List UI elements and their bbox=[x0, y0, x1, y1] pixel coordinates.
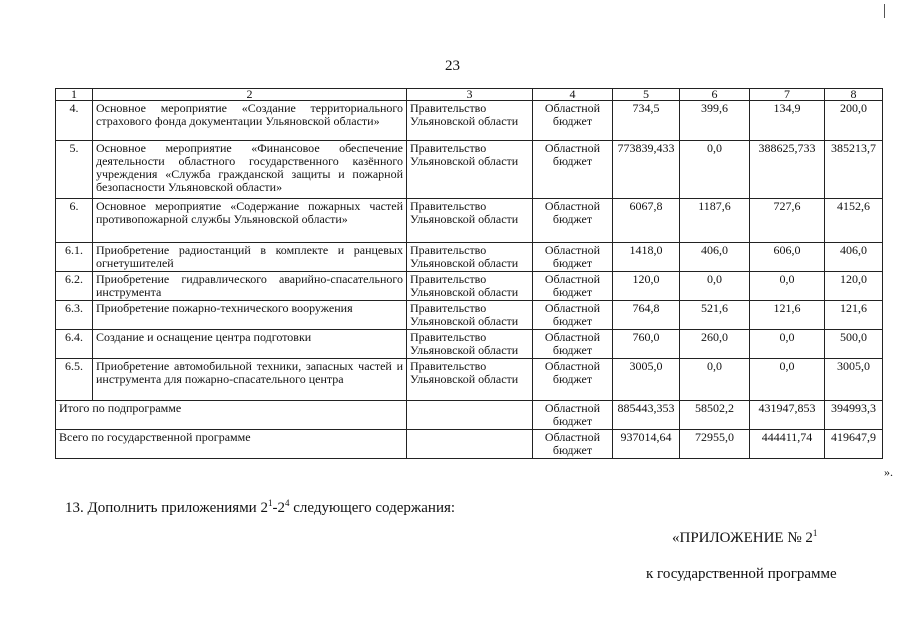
activity-name: Основное мероприятие «Создание территориального страхового фонда документации Ульяновской области» bbox=[93, 101, 407, 141]
amount-col-7: 431947,853 bbox=[750, 401, 825, 430]
amount-col-6: 0,0 bbox=[680, 141, 750, 199]
appendix-title-sup: 1 bbox=[812, 528, 818, 538]
amount-col-8: 120,0 bbox=[825, 272, 883, 301]
funding-source: Областной бюджет bbox=[533, 141, 613, 199]
closing-quote-mark: ». bbox=[884, 465, 893, 479]
amount-col-6: 0,0 bbox=[680, 359, 750, 401]
amount-col-7: 388625,733 bbox=[750, 141, 825, 199]
activity-name: Основное мероприятие «Финансовое обеспечение деятельности областного государственного казённого учреждения «Служба гражданской защиты и пожарной безопасности Ульяновской области» bbox=[93, 141, 407, 199]
activity-name: Приобретение автомобильной техники, запасных частей и инструмента для пожарно-спасательного центра bbox=[93, 359, 407, 401]
amount-col-7: 727,6 bbox=[750, 199, 825, 243]
executor: Правительство Ульяновской области bbox=[407, 272, 533, 301]
funding-source: Областной бюджет bbox=[533, 272, 613, 301]
instruction-after: следующего содержания: bbox=[289, 500, 456, 516]
funding-source: Областной бюджет bbox=[533, 359, 613, 401]
instruction-before: 13. Дополнить приложениями 2 bbox=[65, 500, 268, 516]
amount-col-7: 0,0 bbox=[750, 359, 825, 401]
executor: Правительство Ульяновской области bbox=[407, 101, 533, 141]
total-label: Итого по подпрограмме bbox=[56, 401, 407, 430]
row-number: 5. bbox=[56, 141, 93, 199]
funding-source: Областной бюджет bbox=[533, 330, 613, 359]
empty-cell bbox=[407, 401, 533, 430]
amount-col-5: 885443,353 bbox=[613, 401, 680, 430]
amount-col-5: 773839,433 bbox=[613, 141, 680, 199]
amount-col-8: 406,0 bbox=[825, 243, 883, 272]
total-row bbox=[56, 430, 883, 459]
instruction-sup-2: 4 bbox=[284, 498, 290, 508]
amount-col-8: 121,6 bbox=[825, 301, 883, 330]
amount-col-8: 385213,7 bbox=[825, 141, 883, 199]
amount-col-6: 260,0 bbox=[680, 330, 750, 359]
funding-source: Областной бюджет bbox=[533, 401, 613, 430]
amount-col-6: 58502,2 bbox=[680, 401, 750, 430]
corner-mark bbox=[884, 4, 885, 18]
amount-col-8: 200,0 bbox=[825, 101, 883, 141]
amount-col-7: 0,0 bbox=[750, 272, 825, 301]
amount-col-7: 134,9 bbox=[750, 101, 825, 141]
amount-col-8: 4152,6 bbox=[825, 199, 883, 243]
page-number: 23 bbox=[445, 58, 460, 74]
header-cell: 8 bbox=[825, 89, 883, 101]
amount-col-6: 406,0 bbox=[680, 243, 750, 272]
appendix-subtitle: к государственной программе bbox=[646, 566, 837, 582]
table-header-row bbox=[56, 89, 883, 101]
amount-col-7: 121,6 bbox=[750, 301, 825, 330]
executor: Правительство Ульяновской области bbox=[407, 243, 533, 272]
activity-name: Приобретение пожарно-технического вооружения bbox=[93, 301, 407, 330]
activity-name: Основное мероприятие «Содержание пожарных частей противопожарной службы Ульяновской области» bbox=[93, 199, 407, 243]
total-row bbox=[56, 401, 883, 430]
row-number: 6.3. bbox=[56, 301, 93, 330]
table-row bbox=[56, 243, 883, 272]
amount-col-8: 500,0 bbox=[825, 330, 883, 359]
amount-col-6: 0,0 bbox=[680, 272, 750, 301]
funding-source: Областной бюджет bbox=[533, 430, 613, 459]
activity-name: Создание и оснащение центра подготовки bbox=[93, 330, 407, 359]
amount-col-5: 120,0 bbox=[613, 272, 680, 301]
activity-name: Приобретение радиостанций в комплекте и ранцевых огнетушителей bbox=[93, 243, 407, 272]
instruction-text bbox=[65, 500, 455, 517]
budget-table bbox=[55, 88, 883, 459]
funding-source: Областной бюджет bbox=[533, 301, 613, 330]
row-number: 6.4. bbox=[56, 330, 93, 359]
header-cell: 2 bbox=[93, 89, 407, 101]
amount-col-5: 734,5 bbox=[613, 101, 680, 141]
amount-col-6: 1187,6 bbox=[680, 199, 750, 243]
table-row bbox=[56, 199, 883, 243]
instruction-dash: -2 bbox=[272, 500, 285, 516]
instruction-sup-1: 1 bbox=[267, 498, 273, 508]
table-row bbox=[56, 272, 883, 301]
executor: Правительство Ульяновской области bbox=[407, 301, 533, 330]
header-cell: 4 bbox=[533, 89, 613, 101]
header-cell: 3 bbox=[407, 89, 533, 101]
amount-col-8: 394993,3 bbox=[825, 401, 883, 430]
executor: Правительство Ульяновской области bbox=[407, 141, 533, 199]
executor: Правительство Ульяновской области bbox=[407, 330, 533, 359]
amount-col-7: 606,0 bbox=[750, 243, 825, 272]
row-number: 6.1. bbox=[56, 243, 93, 272]
amount-col-7: 0,0 bbox=[750, 330, 825, 359]
amount-col-8: 419647,9 bbox=[825, 430, 883, 459]
funding-source: Областной бюджет bbox=[533, 101, 613, 141]
header-cell: 5 bbox=[613, 89, 680, 101]
funding-source: Областной бюджет bbox=[533, 243, 613, 272]
executor: Правительство Ульяновской области bbox=[407, 359, 533, 401]
amount-col-5: 760,0 bbox=[613, 330, 680, 359]
table-row bbox=[56, 359, 883, 401]
amount-col-5: 3005,0 bbox=[613, 359, 680, 401]
table-row bbox=[56, 330, 883, 359]
amount-col-5: 937014,64 bbox=[613, 430, 680, 459]
appendix-title bbox=[672, 530, 817, 547]
amount-col-5: 6067,8 bbox=[613, 199, 680, 243]
amount-col-5: 764,8 bbox=[613, 301, 680, 330]
row-number: 6. bbox=[56, 199, 93, 243]
amount-col-6: 521,6 bbox=[680, 301, 750, 330]
executor: Правительство Ульяновской области bbox=[407, 199, 533, 243]
table-row bbox=[56, 101, 883, 141]
header-cell: 7 bbox=[750, 89, 825, 101]
header-cell: 1 bbox=[56, 89, 93, 101]
amount-col-6: 72955,0 bbox=[680, 430, 750, 459]
table-row bbox=[56, 301, 883, 330]
header-cell: 6 bbox=[680, 89, 750, 101]
amount-col-5: 1418,0 bbox=[613, 243, 680, 272]
table-row bbox=[56, 141, 883, 199]
total-label: Всего по государственной программе bbox=[56, 430, 407, 459]
appendix-title-text: «ПРИЛОЖЕНИЕ № 2 bbox=[672, 530, 813, 546]
empty-cell bbox=[407, 430, 533, 459]
activity-name: Приобретение гидравлического аварийно-спасательного инструмента bbox=[93, 272, 407, 301]
amount-col-6: 399,6 bbox=[680, 101, 750, 141]
amount-col-7: 444411,74 bbox=[750, 430, 825, 459]
funding-source: Областной бюджет bbox=[533, 199, 613, 243]
row-number: 6.2. bbox=[56, 272, 93, 301]
amount-col-8: 3005,0 bbox=[825, 359, 883, 401]
row-number: 4. bbox=[56, 101, 93, 141]
row-number: 6.5. bbox=[56, 359, 93, 401]
